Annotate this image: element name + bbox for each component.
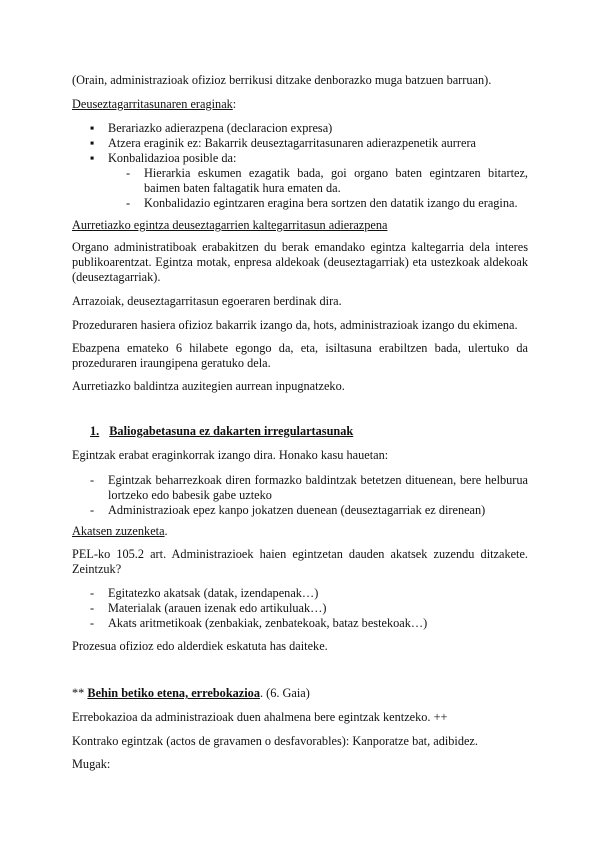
dash-marker: - xyxy=(90,586,95,600)
subheading-eraginak xyxy=(72,97,528,112)
subheading-aurretiazko: Aurretiazko egintza deuseztagarrien kaltegarritasun adierazpena xyxy=(72,218,388,232)
section-title: Baliogabetasuna ez dakarten irregulartasunak xyxy=(109,424,354,438)
list-item-text: Berariazko adierazpena (declaracion expresa) xyxy=(108,121,333,135)
heading-behin-betiko xyxy=(72,686,528,701)
heading-suffix: . (6. Gaia) xyxy=(259,686,310,700)
list-item-text: Materialak (arauen izenak edo artikuluak…) xyxy=(108,601,327,615)
list-item-text: Konbalidazioa posible da: xyxy=(108,151,237,165)
list-item-text: Hierarkia eskumen ezagatik bada, goi organo baten egintzaren bitartez, baimen baten faltagatik hura ematen da. xyxy=(144,166,528,195)
paragraph: Prozeduraren hasiera ofizioz bakarrik izango da, hots, administrazioak izango du ekimena. xyxy=(72,318,518,332)
dash-marker: - xyxy=(90,601,95,615)
list-item xyxy=(90,616,528,631)
paragraph: (Orain, administrazioak ofizioz berrikusi ditzake denborazko muga batzuen barruan). xyxy=(72,73,492,87)
subheading-text: Deuseztagarritasunaren eraginak xyxy=(72,97,233,111)
dash-marker: - xyxy=(90,616,95,630)
subheading-akatsen xyxy=(72,524,528,539)
subheading-text: Akatsen zuzenketa xyxy=(72,524,165,538)
dash-marker: - xyxy=(126,166,131,180)
list-item xyxy=(90,121,528,136)
paragraph: Errebokazioa da administrazioak duen ahalmena bere egintzak kentzeko. ++ xyxy=(72,710,448,724)
dash-marker: - xyxy=(126,196,131,210)
list-item xyxy=(90,473,528,503)
paragraph: Kontrako egintzak (actos de gravamen o desfavorables): Kanporatze bat, adibidez. xyxy=(72,734,478,748)
paragraph: Prozesua ofizioz edo alderdiek eskatuta has daiteke. xyxy=(72,639,328,653)
dash-marker: - xyxy=(90,503,95,517)
list-item xyxy=(90,601,528,616)
list-item-text: Egitatezko akatsak (datak, izendapenak…) xyxy=(108,586,319,600)
sub-list-item xyxy=(126,196,528,211)
list-item-text: Konbalidazio egintzaren eragina bera sortzen den datatik izango du eragina. xyxy=(144,196,518,210)
section-number: 1. xyxy=(90,424,100,438)
paragraph: Arrazoiak, deuseztagarritasun egoeraren berdinak dira. xyxy=(72,294,342,308)
list-item-text: Akats aritmetikoak (zenbakiak, zenbatekoak, bataz bestekoak…) xyxy=(108,616,428,630)
list-item xyxy=(90,151,528,166)
list-item-text: Administrazioak epez kanpo jokatzen duenean (deuseztagarriak ez direnean) xyxy=(108,503,486,517)
paragraph: Organo administratiboak erabakitzen du berak emandako egintza kaltegarria dela interes publikoarentzat. Egintza motak, enpresa aldekoak (deuseztagarriak) eta ustezkoak aldekoak (deuseztagarriak). xyxy=(72,240,528,284)
heading-text: Behin betiko etena, errebokazioa xyxy=(87,686,260,700)
list-item-text: Atzera eraginik ez: Bakarrik deuseztagarritasunaren adierazpenetik aurrera xyxy=(108,136,477,150)
paragraph: Mugak: xyxy=(72,757,111,771)
sub-list-item xyxy=(126,166,528,196)
section-heading xyxy=(90,424,353,439)
bullet-icon: ▪ xyxy=(90,121,95,135)
paragraph: PEL-ko 105.2 art. Administrazioek haien egintzetan dauden akatsek zuzendu ditzakete. Zeintzuk? xyxy=(72,547,528,576)
paragraph: Ebazpena emateko 6 hilabete egongo da, eta, isiltasuna erabiltzen bada, ulertuko da prozeduraren iraungipena geratuko dela. xyxy=(72,341,528,370)
asterisks: ** xyxy=(72,686,88,700)
bullet-icon: ▪ xyxy=(90,136,95,150)
period: . xyxy=(164,524,168,538)
colon: : xyxy=(232,97,237,111)
list-item-text: Egintzak beharrezkoak diren formazko baldintzak betetzen dituenean, bere helburua lortzeko edo babesik gabe uzteko xyxy=(108,473,528,502)
dash-marker: - xyxy=(90,473,95,487)
list-item xyxy=(90,586,528,601)
bullet-icon: ▪ xyxy=(90,151,95,165)
list-item xyxy=(90,503,528,518)
paragraph: Egintzak erabat eraginkorrak izango dira. Honako kasu hauetan: xyxy=(72,448,389,462)
list-item xyxy=(90,136,528,151)
paragraph: Aurretiazko baldintza auzitegien aurrean inpugnatzeko. xyxy=(72,379,345,393)
